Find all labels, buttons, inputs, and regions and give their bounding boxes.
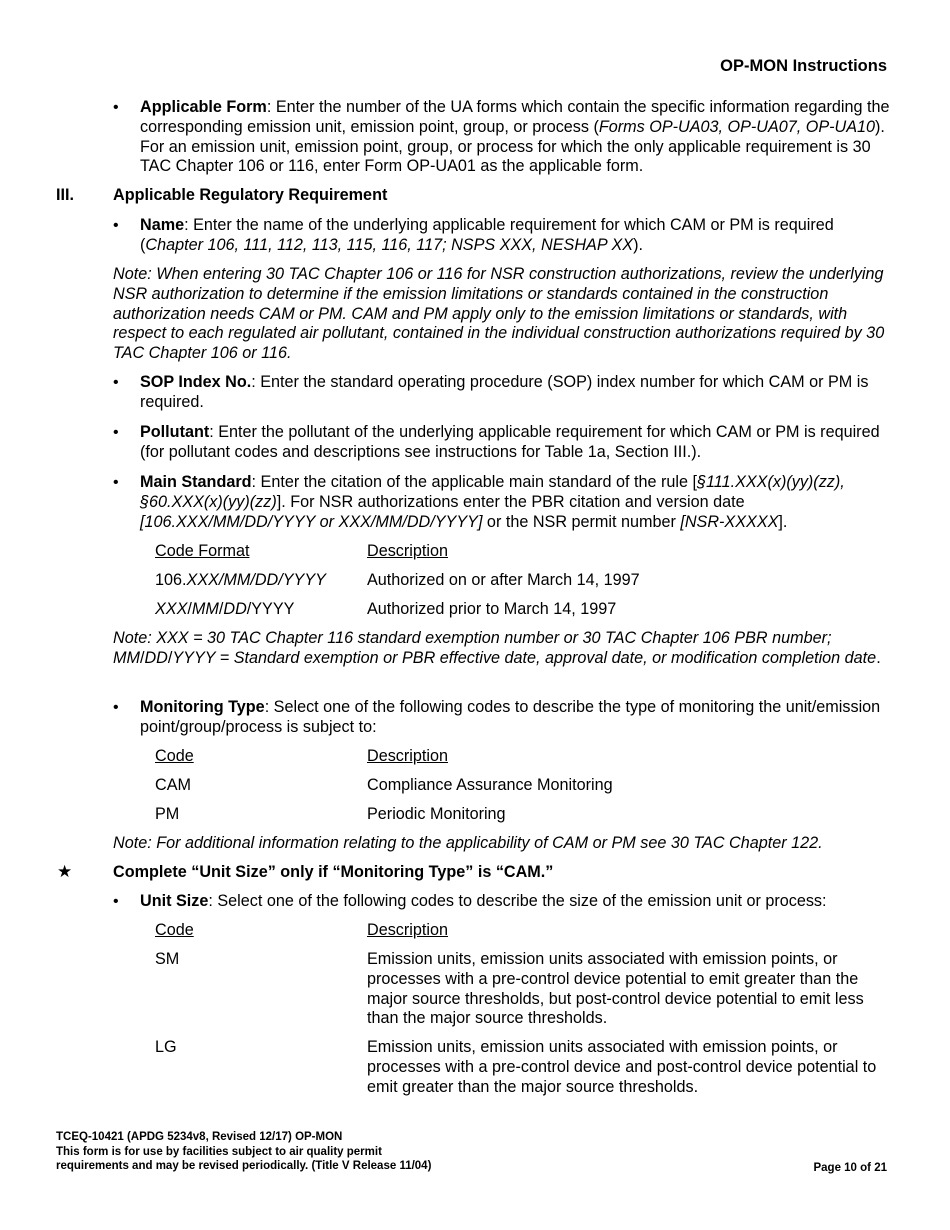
footer-form-id: TCEQ-10421 (APDG 5234v8, Revised 12/17) OP-MON bbox=[56, 1131, 343, 1143]
name-text-b: ). bbox=[633, 235, 643, 254]
main-standard-cite1: §111.XXX(x)(yy)(zz), §60.XXX(x)(yy)(zz) bbox=[140, 473, 845, 511]
star-icon: ★ bbox=[57, 862, 73, 881]
sop-index-text: : Enter the standard operating procedure (SOP) index number for which CAM or PM is required. bbox=[140, 373, 869, 411]
name-examples: Chapter 106, 111, 112, 113, 115, 116, 117; NSPS XXX, NESHAP XX bbox=[145, 235, 634, 254]
bullet: • bbox=[113, 699, 119, 716]
note-applicability: Note: For additional information relating to the applicability of CAM or PM see 30 TAC Chapter 122. bbox=[113, 834, 823, 852]
monitoring-row-code: PM bbox=[155, 805, 180, 823]
note-part: / bbox=[139, 648, 145, 667]
pollutant-item bbox=[140, 423, 900, 463]
code-part: MM bbox=[191, 600, 219, 618]
section-number: III. bbox=[56, 186, 74, 204]
monitoring-desc-header: Description bbox=[367, 747, 448, 765]
note-part: DD bbox=[144, 648, 168, 667]
unit-size-row-code: LG bbox=[155, 1038, 177, 1056]
main-standard-text: : Enter the citation of the applicable main standard of the rule [ bbox=[251, 473, 697, 491]
name-label: Name bbox=[140, 216, 185, 234]
code-part: XXX bbox=[155, 600, 188, 618]
sop-index-label: SOP Index No. bbox=[140, 373, 252, 391]
monitoring-type-text: : Select one of the following codes to describe the type of monitoring the unit/emission point/group/process is subject to: bbox=[140, 698, 881, 736]
bullet: • bbox=[113, 424, 119, 441]
monitoring-row-desc: Compliance Assurance Monitoring bbox=[367, 776, 613, 794]
footer-use-note: This form is for use by facilities subject to air quality permit bbox=[56, 1145, 382, 1158]
code-format-row2-desc: Authorized prior to March 14, 1997 bbox=[367, 600, 617, 618]
monitoring-code-header: Code bbox=[155, 747, 194, 765]
unit-size-instruction: Complete “Unit Size” only if “Monitoring Type” is “CAM.” bbox=[113, 863, 554, 881]
monitoring-type-label: Monitoring Type bbox=[140, 698, 265, 716]
note-part: / bbox=[167, 648, 173, 667]
applicable-form-item bbox=[140, 98, 900, 177]
code-format-desc-header: Description bbox=[367, 542, 448, 560]
applicable-form-label: Applicable Form bbox=[140, 98, 267, 116]
unit-size-item bbox=[140, 892, 910, 912]
applicable-form-text-b: ). For an emission unit, emission point, group, or process for which the only applicable requirement is 30 TAC Chapter 106 or 116, enter Form OP-UA01 as the applicable form. bbox=[140, 117, 885, 176]
bullet: • bbox=[113, 893, 119, 910]
footer bbox=[56, 1130, 431, 1174]
unit-size-desc-header: Description bbox=[367, 921, 448, 939]
monitoring-row-desc: Periodic Monitoring bbox=[367, 805, 506, 823]
code-part: DD bbox=[223, 600, 247, 618]
name-item bbox=[140, 216, 900, 256]
main-standard-text-d: ]. bbox=[778, 512, 788, 531]
sop-index-item bbox=[140, 373, 900, 413]
page-number: Page 10 of 21 bbox=[813, 1162, 887, 1174]
code-format-header: Code Format bbox=[155, 542, 250, 560]
code-part: XXX/MM/DD/YYYY bbox=[186, 571, 326, 589]
section-title: Applicable Regulatory Requirement bbox=[113, 186, 388, 204]
bullet: • bbox=[113, 217, 119, 234]
note-xxx bbox=[113, 629, 903, 669]
main-standard-text-c: or the NSR permit number bbox=[482, 512, 681, 531]
main-standard-cite2: [106.XXX/MM/DD/YYYY or XXX/MM/DD/YYYY] bbox=[140, 512, 483, 531]
bullet: • bbox=[113, 474, 119, 491]
main-standard-text-b: ]. For NSR authorizations enter the PBR citation and version date bbox=[276, 492, 745, 511]
name-text: : Enter the name of the underlying applicable requirement for which CAM or PM is required ( bbox=[140, 216, 834, 254]
unit-size-label: Unit Size bbox=[140, 892, 209, 910]
code-part: 106. bbox=[155, 571, 187, 589]
unit-size-text: : Select one of the following codes to describe the size of the emission unit or process: bbox=[208, 892, 827, 910]
pollutant-label: Pollutant bbox=[140, 423, 210, 441]
unit-size-row-code: SM bbox=[155, 950, 180, 968]
main-standard-item bbox=[140, 473, 905, 532]
unit-size-row-desc: Emission units, emission units associated with emission points, or processes with a pre-control device potential to emit greater than the major source thresholds, but post-control device potential to emit less than the major source thresholds. bbox=[367, 950, 864, 1028]
note-part: . bbox=[876, 648, 881, 667]
applicable-form-forms: Forms OP-UA03, OP-UA07, OP-UA10 bbox=[598, 117, 876, 136]
code-part: / bbox=[218, 600, 224, 618]
monitoring-row-code: CAM bbox=[155, 776, 191, 794]
applicable-form-text: : Enter the number of the UA forms which contain the specific information regarding the corresponding emission unit, emission point, group, or process ( bbox=[140, 98, 890, 136]
footer-revision-note: requirements and may be revised periodically. (Title V Release 11/04) bbox=[56, 1160, 432, 1172]
main-standard-label: Main Standard bbox=[140, 473, 252, 491]
code-part: / bbox=[187, 600, 192, 618]
page-header-title: OP-MON Instructions bbox=[720, 57, 887, 75]
main-standard-cite3: [NSR-XXXXX bbox=[680, 512, 779, 531]
code-format-row1-desc: Authorized on or after March 14, 1997 bbox=[367, 571, 640, 589]
code-format-row2-code bbox=[155, 600, 294, 620]
bullet: • bbox=[113, 374, 119, 391]
monitoring-type-item bbox=[140, 698, 900, 738]
code-part: /YYYY bbox=[246, 600, 295, 618]
unit-size-row-desc: Emission units, emission units associated with emission points, or processes with a pre-control device and post-control device potential to emit greater than the major source thresholds. bbox=[367, 1038, 877, 1096]
note-part: YYYY = Standard exemption or PBR effective date, approval date, or modification completion date bbox=[172, 648, 877, 667]
unit-size-code-header: Code bbox=[155, 921, 194, 939]
code-format-row1-code bbox=[155, 571, 326, 591]
pollutant-text: : Enter the pollutant of the underlying applicable requirement for which CAM or PM is required (for pollutant codes and descriptions see instructions for Table 1a, Section III.). bbox=[140, 423, 880, 461]
note-nsr: Note: When entering 30 TAC Chapter 106 or 116 for NSR construction authorizations, review the underlying NSR authorization to determine if the emission limitations or standards contained in the construction authorization needs CAM or PM. CAM and PM apply only to the emission limitations or standards, with respect to each regulated air pollutant, contained in the individual construction authorizations required by 30 TAC Chapter 106 or 116. bbox=[113, 265, 885, 363]
bullet: • bbox=[113, 99, 119, 116]
note-part: Note: XXX = 30 TAC Chapter 116 standard exemption number or 30 TAC Chapter 106 PBR number; MM bbox=[113, 629, 832, 667]
